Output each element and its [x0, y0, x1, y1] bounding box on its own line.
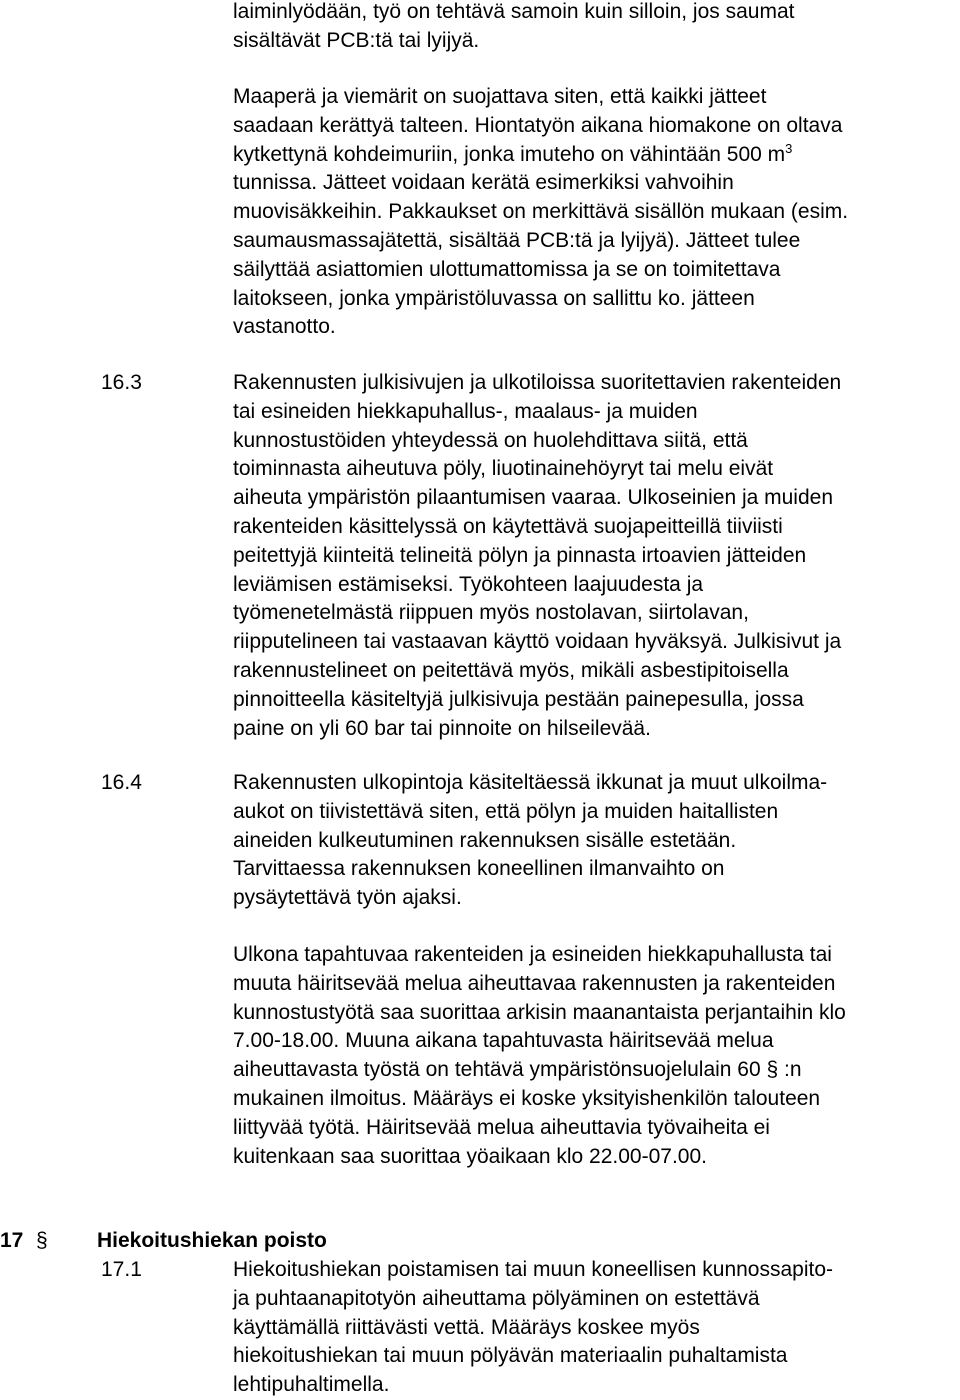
section-number: 16.4 — [101, 771, 142, 794]
text-line: muuta häiritsevää melua aiheuttavaa rakennusten ja rakenteiden — [233, 971, 836, 995]
text-line: kuitenkaan saa suorittaa yöaikaan klo 22.00-07.00. — [233, 1144, 707, 1168]
text-line: peitettyjä kiinteitä telineitä pölyn ja pinnasta irtoavien jätteiden — [233, 543, 807, 567]
text-line: laitokseen, jonka ympäristöluvassa on sallittu ko. jätteen — [233, 286, 755, 310]
text-fragment: kytkettynä kohdeimuriin, jonka imuteho on vähintään 500 m — [233, 142, 786, 166]
text-line: aiheuttavasta työstä on tehtävä ympäristönsuojelulain 60 § :n — [233, 1058, 802, 1082]
text-line: pinnoitteella käsiteltyjä julkisivuja pestään painepesulla, jossa — [233, 687, 804, 711]
text-line: aiheuta ympäristön pilaantumisen vaaraa. Ulkoseinien ja muiden — [233, 486, 834, 510]
text-line: laiminlyödään, työ on tehtävä samoin kuin silloin, jos saumat — [233, 0, 795, 23]
text-line: saumausmassajätettä, sisältää PCB:tä ja lyijyä). Jätteet tulee — [233, 228, 801, 252]
section-number: 17 — [0, 1229, 24, 1252]
text-line: säilyttää asiattomien ulottumattomissa ja se on toimitettava — [233, 257, 781, 281]
section-16-4-noise-paragraph — [233, 941, 960, 1171]
text-line: tunnissa. Jätteet voidaan kerätä esimerkiksi vahvoihin — [233, 171, 734, 195]
text-line: Tarvittaessa rakennuksen koneellinen ilmanvaihto on — [233, 857, 725, 881]
text-line: liittyvää työtä. Häiritsevää melua aiheuttavia työvaiheita ei — [233, 1115, 770, 1139]
text-line: aukot on tiivistettävä siten, että pölyn ja muiden haitallisten — [233, 799, 779, 823]
text-line: sisältävät PCB:tä tai lyijyä. — [233, 28, 480, 52]
text-line: Ulkona tapahtuvaa rakenteiden ja esineiden hiekkapuhallusta tai — [233, 943, 832, 966]
section-number: 16.3 — [101, 371, 142, 394]
text-line: Maaperä ja viemärit on suojattava siten, että kaikki jätteet — [233, 85, 767, 108]
text-line: paine on yli 60 bar tai pinnoite on hilseilevää. — [233, 716, 651, 740]
text-line: lehtipuhaltimella. — [233, 1373, 390, 1397]
text-line: riipputelineen tai vastaavan käyttö voidaan hyväksyä. Julkisivut ja — [233, 630, 842, 654]
text-line: 7.00-18.00. Muuna aikana tapahtuvasta häiritsevää melua — [233, 1029, 774, 1053]
text-line: pysäytettävä työn ajaksi. — [233, 886, 462, 910]
text-line: saadaan kerättyä talteen. Hiontatyön aikana hiomakone on oltava — [233, 113, 843, 137]
text-line: käyttämällä riittävästi vettä. Määräys koskee myös — [233, 1315, 700, 1339]
text-line: kunnostustöiden yhteydessä on huolehdittava siitä, että — [233, 428, 748, 452]
text-line: hiekoitushiekan tai muun pölyävän materiaalin puhaltamista — [233, 1344, 788, 1368]
text-line: muovisäkkeihin. Pakkaukset on merkittävä sisällön mukaan (esim. — [233, 200, 849, 224]
text-line — [233, 141, 960, 170]
text-line: vastanotto. — [233, 315, 336, 339]
paragraph-waste-handling — [233, 83, 960, 342]
text-line: ja puhtaanapitotyön aiheuttama pölyäminen on estettävä — [233, 1286, 760, 1310]
section-17-1-body — [233, 1256, 960, 1400]
section-symbol: § — [36, 1229, 48, 1252]
superscript: 3 — [785, 140, 793, 156]
text-line: toiminnasta aiheutuva pöly, liuotinainehöyryt tai melu eivät — [233, 457, 774, 481]
paragraph-continuation — [233, 0, 960, 56]
text-line: työmenetelmästä riippuen myös nostolavan, siirtolavan, — [233, 601, 749, 625]
text-line: tai esineiden hiekkapuhallus-, maalaus- ja muiden — [233, 399, 698, 423]
text-line: rakenteiden käsittelyssä on käytettävä suojapeitteillä tiiviisti — [233, 514, 783, 538]
text-line: aineiden kulkeutuminen rakennuksen sisälle estetään. — [233, 828, 737, 852]
text-line: leviämisen estämiseksi. Työkohteen laajuudesta ja — [233, 572, 704, 596]
section-title: Hiekoitushiekan poisto — [97, 1229, 327, 1252]
text-line: rakennustelineet on peitettävä myös, mikäli asbestipitoisella — [233, 658, 789, 682]
text-line: mukainen ilmoitus. Määräys ei koske yksityishenkilön talouteen — [233, 1086, 821, 1110]
text-line: Rakennusten ulkopintoja käsiteltäessä ikkunat ja muut ulkoilma- — [233, 771, 828, 794]
section-number: 17.1 — [101, 1258, 142, 1281]
text-line: Rakennusten julkisivujen ja ulkotiloissa suoritettavien rakenteiden — [233, 371, 842, 394]
section-16-4-body — [233, 769, 960, 913]
section-16-3-body — [233, 369, 960, 743]
text-line: Hiekoitushiekan poistamisen tai muun koneellisen kunnossapito- — [233, 1258, 834, 1281]
text-line: kunnostustyötä saa suorittaa arkisin maanantaista perjantaihin klo — [233, 1000, 846, 1024]
